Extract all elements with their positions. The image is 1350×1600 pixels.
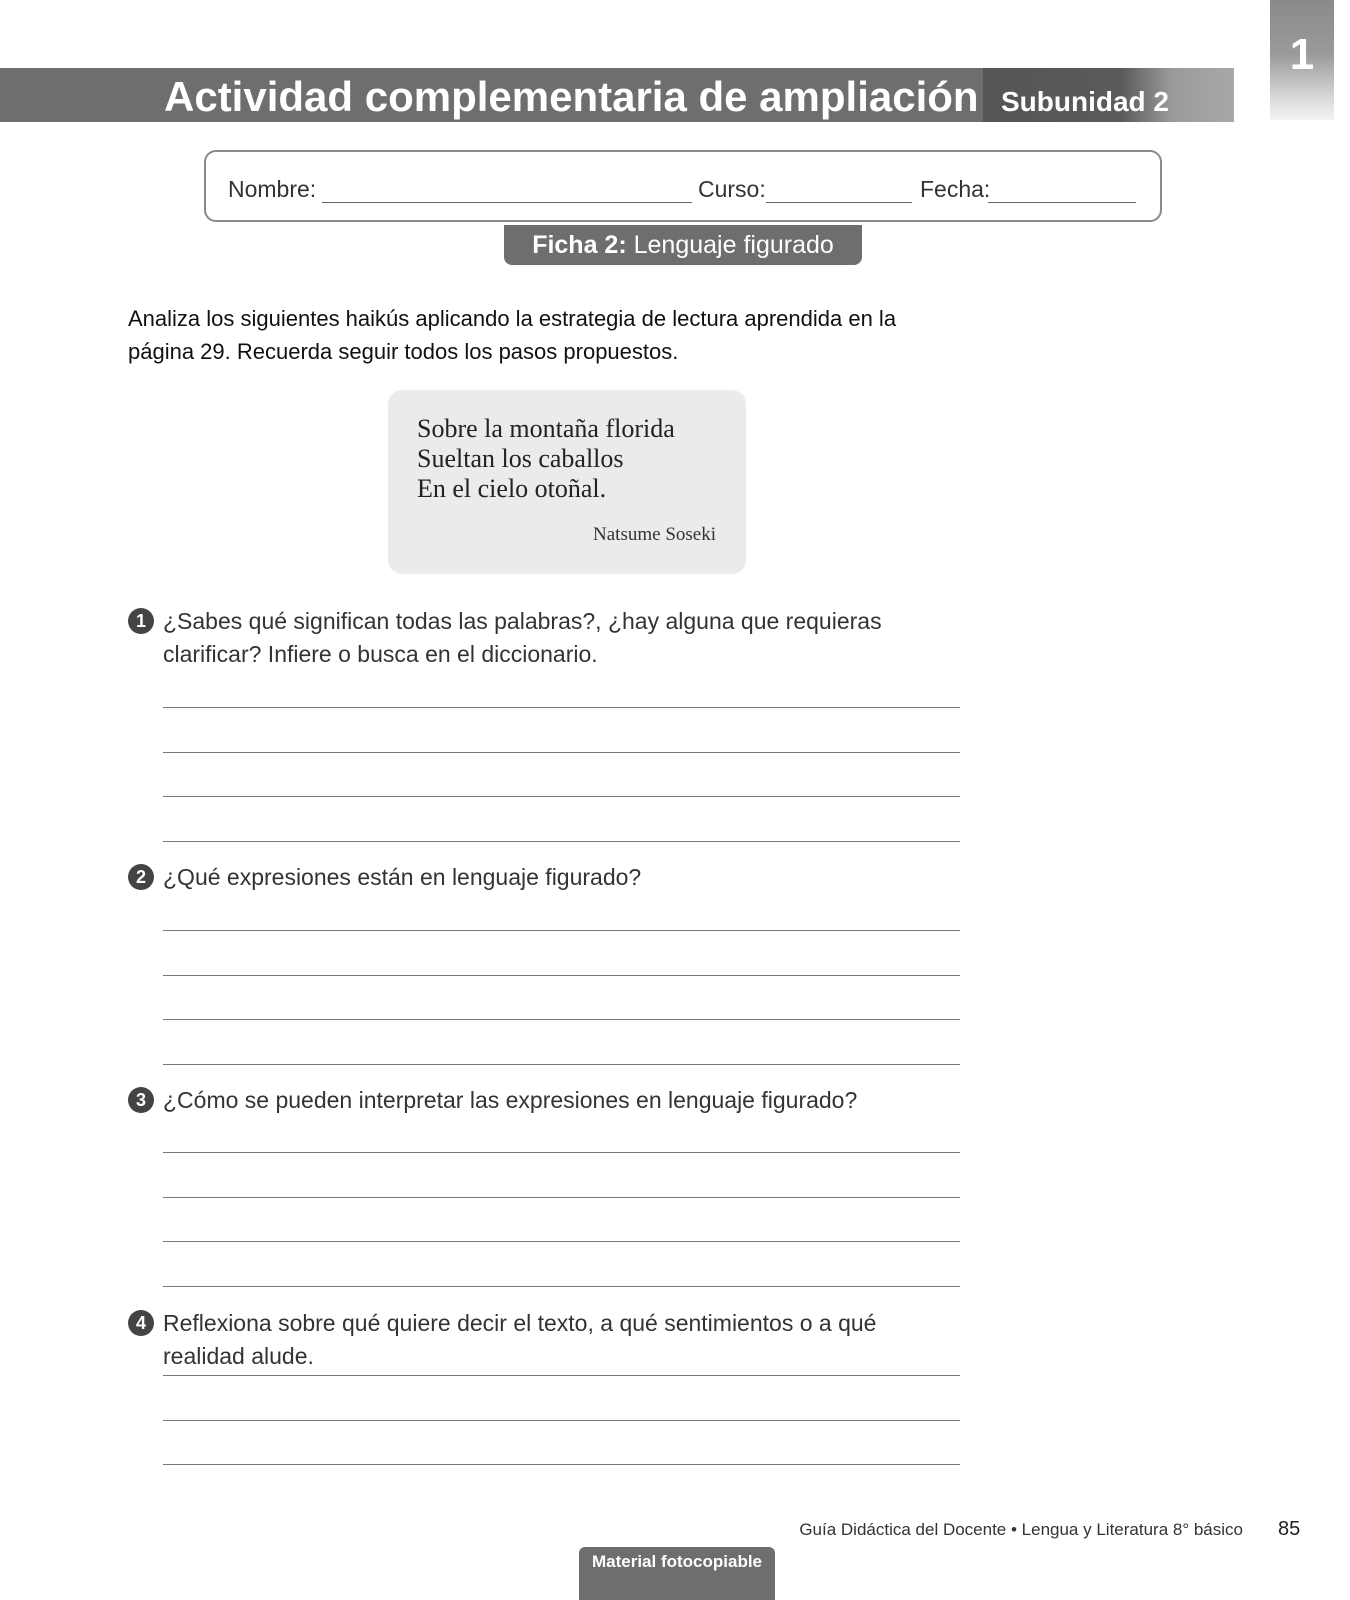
page-number: 85 [1278,1518,1301,1540]
question-number-badge: 3 [128,1087,154,1113]
answer-line[interactable] [163,1464,960,1465]
haiku-author: Natsume Soseki [593,524,716,545]
date-field[interactable] [988,202,1136,203]
answer-line[interactable] [163,975,960,976]
haiku-line: Sobre la montaña florida [417,414,675,443]
question-number-badge: 4 [128,1310,154,1336]
answer-line[interactable] [163,1286,960,1287]
instructions: Analiza los siguientes haikús aplicando la estrategia de lectura aprendida en la página 29. Recuerda seguir todos los pasos propuestos. [128,306,897,364]
name-label: Nombre: [228,176,317,202]
page-title: Actividad complementaria de ampliación [164,73,979,120]
question-text: Reflexiona sobre qué quiere decir el texto, a qué sentimientos o a qué realidad alude. [163,1310,877,1369]
answer-line[interactable] [163,1420,960,1421]
worksheet-tab [504,225,862,265]
haiku-box [388,390,746,574]
answer-line[interactable] [163,1241,960,1242]
footer-guide-title: Guía Didáctica del Docente • Lengua y Literatura 8° básico [799,1520,1243,1539]
answer-line[interactable] [163,1197,960,1198]
answer-line[interactable] [163,707,960,708]
answer-line[interactable] [163,841,960,842]
header-band [0,68,1234,122]
haiku-line: En el cielo otoñal. [417,474,607,503]
worksheet-number: Ficha 2: [532,231,627,259]
answer-line[interactable] [163,752,960,753]
subunit-label: Subunidad 2 [1001,86,1169,117]
answer-line[interactable] [163,1064,960,1065]
student-info-box [204,150,1162,222]
answer-line[interactable] [163,796,960,797]
answer-line[interactable] [163,1152,960,1153]
worksheet-title: Lenguaje figurado [633,231,834,259]
question-number-badge: 2 [128,864,154,890]
question-number-badge: 1 [128,608,154,634]
unit-number-tab: 1 [1270,0,1334,120]
question-text: ¿Sabes qué significan todas las palabras?, ¿hay alguna que requieras clarificar? Infiere o busca en el diccionario. [163,608,882,667]
course-label: Curso: [698,176,766,202]
course-field[interactable] [766,202,912,203]
subunit-badge [983,68,1234,122]
question-text: ¿Qué expresiones están en lenguaje figurado? [163,864,642,890]
question-text: ¿Cómo se pueden interpretar las expresiones en lenguaje figurado? [163,1087,858,1113]
answer-line[interactable] [163,930,960,931]
haiku-line: Sueltan los caballos [417,444,624,473]
answer-line[interactable] [163,1019,960,1020]
photocopy-badge: Material fotocopiable [579,1547,775,1600]
name-field[interactable] [322,202,692,203]
answer-line[interactable] [163,1375,960,1376]
date-label: Fecha: [920,176,991,202]
